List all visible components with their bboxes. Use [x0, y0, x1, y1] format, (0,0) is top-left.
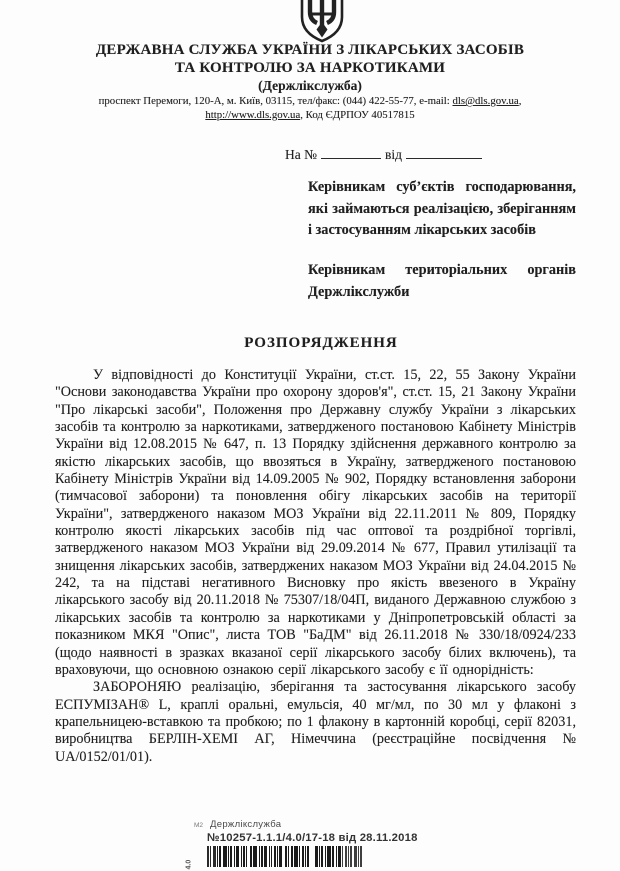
- document-title: РОЗПОРЯДЖЕННЯ: [244, 335, 398, 351]
- addressee-business-heads: Керівникам суб’єктів господарювання, які займаються реалізацією, зберіганням і застосуванням лікарських засобів: [308, 179, 576, 238]
- address-text: проспект Перемоги, 120-А, м. Київ, 03115, тел/факс: (044) 422-55-77, e-mail:: [98, 95, 453, 107]
- body-paragraph-legal-basis: У відповідності до Конституції України, ст.ст. 15, 22, 55 Закону України "Основи законодавства України про охорону здоров'я", ст.ст. 15, 21 Закону України "Про лікарські засоби", Положення про Державну службу України з лікарських засобів та контролю за наркотиками, затвердженого постановою Кабінету Міністрів України від 12.08.2015 № 647, п. 13 Порядку здійснення державного контролю за якістю лікарських засобів, що ввозяться в Україну, затвердженого постановою Кабінету Міністрів України від 14.09.2005 № 902, Порядку встановлення заборони (тимчасової заборони) та поновлення обігу лікарських засобів на території України", затвердженого наказом МОЗ України від 22.11.2011 № 809, Порядку контролю якості лікарських засобів під час оптової та роздрібної торгівлі, затвердженого наказом МОЗ України від 29.09.2014 № 677, Правил утилізації та знищення лікарських засобів, затверджених наказом МОЗ України від 24.04.2015 № 242, та на підставі негативного Висновку про якість ввезеного в Україну лікарського засобу від 20.11.2018 № 75307/18/04П, виданого Державною службою з лікарських засобів та контролю за наркотиками у Дніпропетровській області за показником МКЯ "Опис", листа ТОВ "БаДМ" від 26.11.2018 № 330/18/0924/233 (щодо наявності в зразках вказаної серії лікарського засобу білих включень), та враховуючи, що основною ознакою серії лікарського засобу є її однорідність:: [55, 367, 576, 678]
- org-name-line1: ДЕРЖАВНА СЛУЖБА УКРАЇНИ З ЛІКАРСЬКИХ ЗАСОБІВ: [95, 42, 525, 58]
- registration-stamp: [185, 819, 418, 870]
- org-name-line2: ТА КОНТРОЛЮ ЗА НАРКОТИКАМИ: [174, 59, 446, 76]
- ref-date-blank: [406, 146, 482, 159]
- body-paragraph-prohibition: ЗАБОРОНЯЮ реалізацію, зберігання та застосування лікарського засобу ЕСПУМІЗАН® L, краплі оральні, емульсія, 40 мг/мл, по 30 мл у флаконі з крапельницею-вставкою та пробкою; по 1 флакону в картонній коробці, серії 82031, виробництва БЕРЛІН-ХЕМІ АГ, Німеччина (реєстраційне посвідчення № UA/0152/01/01).: [55, 679, 576, 765]
- edrpou-code: Код ЄДРПОУ 40517815: [302, 108, 415, 121]
- barcode: [207, 846, 363, 867]
- website-link: http://www.dls.gov.ua,: [205, 108, 303, 121]
- email-link: dls@dls.gov.ua: [452, 95, 519, 107]
- stamp-m-code: М2: [194, 822, 204, 829]
- stamp-doc-number: №10257-1.1.1/4.0/17-18 від 28.11.2018: [207, 832, 418, 844]
- org-short-name: (Держлікслужба): [258, 78, 362, 93]
- org-address: [0, 95, 620, 122]
- document-body: [55, 367, 576, 766]
- stamp-side-code: 4.0: [185, 859, 193, 870]
- email-suffix: ,: [518, 95, 522, 107]
- reference-line: [285, 146, 486, 163]
- stamp-org-name: Держлікслужба: [210, 819, 282, 830]
- ref-vid-label: від: [385, 147, 402, 162]
- stamp-barcode-row: [185, 846, 418, 870]
- ref-na-label: На №: [285, 147, 317, 162]
- addressee-territorial-heads: Керівникам територіальних органів Держлікслужби: [308, 262, 576, 300]
- ref-number-blank: [321, 146, 381, 159]
- org-name: [0, 42, 620, 77]
- ukraine-trident-emblem-icon: [297, 0, 347, 43]
- stamp-org-row: [190, 820, 418, 831]
